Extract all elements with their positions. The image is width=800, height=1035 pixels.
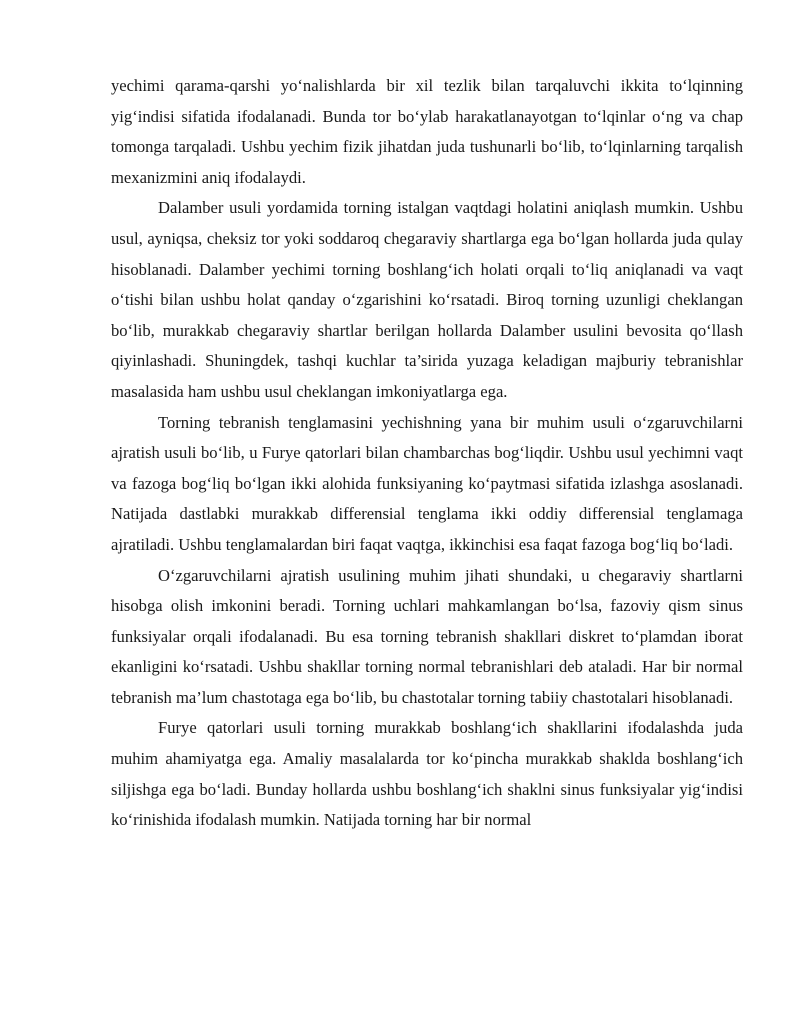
paragraph-dalamber-method: Dalamber usuli yordamida torning istalgan vaqtdagi holatini aniqlash mumkin. Ushbu usul, ayniqsa, cheksiz tor yoki soddaroq chegaraviy shartlarga ega bo‘lgan hollarda juda qulay hisoblanadi. Dalamber yechimi torning boshlang‘ich holati orqali to‘liq aniqlanadi va vaqt o‘tishi bilan ushbu holat qanday o‘zgarishini ko‘rsatadi. Biroq torning uzunligi cheklangan bo‘lib, murakkab chegaraviy shartlar berilgan hollarda Dalamber usulini bevosita qo‘llash qiyinlashadi. Shuningdek, tashqi kuchlar ta’sirida yuzaga keladigan majburiy tebranishlar masalasida ham ushbu usul cheklangan imkoniyatlarga ega. [111,198,743,401]
paragraph-fourier-series: Furye qatorlari usuli torning murakkab boshlang‘ich shakllarini ifodalashda juda muhim ahamiyatga ega. Amaliy masalalarda tor ko‘pincha murakkab shaklda boshlang‘ich siljishga ega bo‘ladi. Bunday hollarda ushbu boshlang‘ich shaklni sinus funksiyalar yig‘indisi ko‘rinishida ifodalash mumkin. Natijada torning har bir normal [111,718,743,830]
paragraph-normal-vibrations: O‘zgaruvchilarni ajratish usulining muhim jihati shundaki, u chegaraviy shartlarni hisobga olish imkonini beradi. Torning uchlari mahkamlangan bo‘lsa, fazoviy qism sinus funksiyalar orqali ifodalanadi. Bu esa torning tebranish shakllari diskret to‘plamdan iborat ekanligini ko‘rsatadi. Ushbu shakllar torning normal tebranishlari deb ataladi. Har bir normal tebranish ma’lum chastotaga ega bo‘lib, bu chastotalar torning tabiiy chastotalari hisoblanadi. [111,565,743,707]
body-text [111,71,743,836]
paragraph-separation-of-variables: Torning tebranish tenglamasini yechishning yana bir muhim usuli o‘zgaruvchilarni ajratish usuli bo‘lib, u Furye qatorlari bilan chambarchas bog‘liqdir. Ushbu usul yechimni vaqt va fazoga bog‘liq bo‘lgan ikki alohida funksiyaning ko‘paytmasi sifatida izlashga asoslanadi. Natijada dastlabki murakkab differensial tenglama ikki oddiy differensial tenglamaga ajratiladi. Ushbu tenglamalardan biri faqat vaqtga, ikkinchisi esa faqat fazoga bog‘liq bo‘ladi. [111,412,743,554]
paragraph-continuation: yechimi qarama-qarshi yo‘nalishlarda bir xil tezlik bilan tarqaluvchi ikkita to‘lqinning yig‘indisi sifatida ifodalanadi. Bunda tor bo‘ylab harakatlanayotgan to‘lqinlar o‘ng va chap tomonga tarqaladi. Ushbu yechim fizik jihatdan juda tushunarli bo‘lib, to‘lqinlarning tarqalish mexanizmini aniq ifodalaydi. [111,76,743,187]
